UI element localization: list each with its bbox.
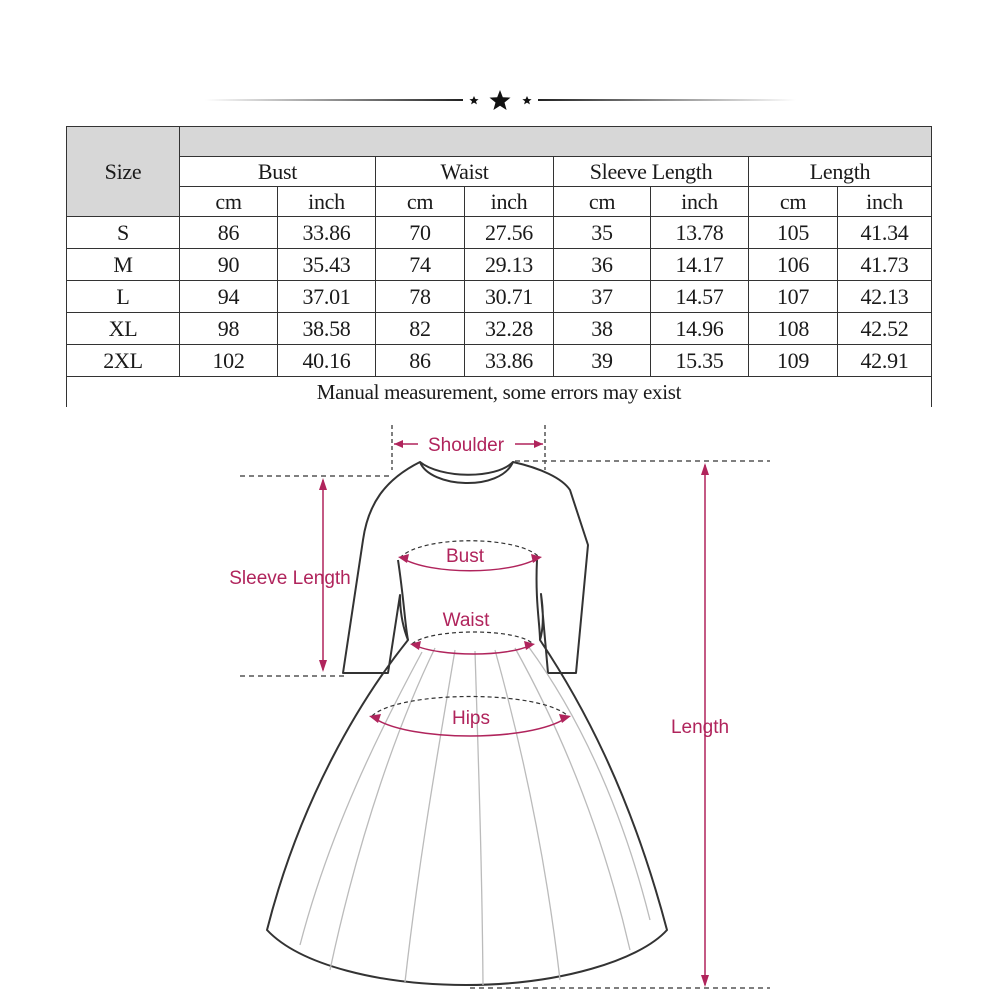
value-cell: 106 xyxy=(749,249,838,281)
header-sleeve-length: Sleeve Length xyxy=(554,157,749,187)
value-cell: 102 xyxy=(180,345,278,377)
armhole-right xyxy=(537,560,540,640)
unit-header: inch xyxy=(278,187,376,217)
arrowhead-right-icon xyxy=(534,440,543,448)
value-cell: 40.16 xyxy=(278,345,376,377)
arrowhead-left-icon xyxy=(410,641,421,650)
value-cell: 98 xyxy=(180,313,278,345)
small-star-icon xyxy=(469,96,478,104)
value-cell: 42.13 xyxy=(838,281,932,313)
small-star-icon xyxy=(522,96,531,104)
value-cell: 35.43 xyxy=(278,249,376,281)
sleeve-length-label: Sleeve Length xyxy=(229,568,351,589)
table-row xyxy=(67,249,932,281)
unit-header: cm xyxy=(554,187,651,217)
header-ornament xyxy=(0,86,1000,116)
size-cell: XL xyxy=(67,313,180,345)
value-cell: 33.86 xyxy=(278,217,376,249)
table-row xyxy=(67,313,932,345)
hips-label: Hips xyxy=(451,708,491,729)
value-cell: 78 xyxy=(376,281,465,313)
value-cell: 38 xyxy=(554,313,651,345)
arrowhead-left-icon xyxy=(398,554,409,563)
unit-header: cm xyxy=(749,187,838,217)
dress-diagram xyxy=(0,415,1000,1000)
table-row xyxy=(67,217,932,249)
value-cell: 14.17 xyxy=(651,249,749,281)
size-cell: L xyxy=(67,281,180,313)
value-cell: 32.28 xyxy=(465,313,554,345)
value-cell: 86 xyxy=(376,345,465,377)
value-cell: 39 xyxy=(554,345,651,377)
value-cell: 108 xyxy=(749,313,838,345)
value-cell: 15.35 xyxy=(651,345,749,377)
value-cell: 38.58 xyxy=(278,313,376,345)
value-cell: 13.78 xyxy=(651,217,749,249)
value-cell: 27.56 xyxy=(465,217,554,249)
header-bust: Bust xyxy=(180,157,376,187)
value-cell: 14.57 xyxy=(651,281,749,313)
size-header: Size xyxy=(67,127,180,217)
value-cell: 105 xyxy=(749,217,838,249)
bust-label: Bust xyxy=(445,546,485,567)
value-cell: 14.96 xyxy=(651,313,749,345)
unit-header: inch xyxy=(838,187,932,217)
waist-arrow xyxy=(414,645,531,654)
shoulder-label: Shoulder xyxy=(427,435,505,456)
value-cell: 37 xyxy=(554,281,651,313)
unit-header: inch xyxy=(465,187,554,217)
value-cell: 35 xyxy=(554,217,651,249)
header-length: Length xyxy=(749,157,932,187)
value-cell: 90 xyxy=(180,249,278,281)
value-cell: 74 xyxy=(376,249,465,281)
value-cell: 36 xyxy=(554,249,651,281)
length-label: Length xyxy=(670,717,730,738)
waist-label: Waist xyxy=(442,610,490,631)
annotations xyxy=(240,425,770,988)
value-cell: 94 xyxy=(180,281,278,313)
value-cell: 70 xyxy=(376,217,465,249)
size-chart-table xyxy=(66,126,932,407)
size-cell: M xyxy=(67,249,180,281)
value-cell: 29.13 xyxy=(465,249,554,281)
left-rule xyxy=(205,99,463,101)
unit-header: cm xyxy=(376,187,465,217)
arrowhead-down-icon xyxy=(701,975,709,987)
waist-dashed-arc xyxy=(412,632,533,644)
star-icon xyxy=(490,90,511,110)
arrowhead-up-icon xyxy=(701,463,709,475)
neckline xyxy=(420,462,513,475)
arrowhead-left-icon xyxy=(394,440,403,448)
header-waist: Waist xyxy=(376,157,554,187)
measurement-note: Manual measurement, some errors may exist xyxy=(67,377,932,408)
size-cell: S xyxy=(67,217,180,249)
arrowhead-up-icon xyxy=(319,478,327,490)
arrowhead-down-icon xyxy=(319,660,327,672)
value-cell: 42.52 xyxy=(838,313,932,345)
value-cell: 33.86 xyxy=(465,345,554,377)
value-cell: 86 xyxy=(180,217,278,249)
value-cell: 41.73 xyxy=(838,249,932,281)
value-cell: 109 xyxy=(749,345,838,377)
value-cell: 30.71 xyxy=(465,281,554,313)
value-cell: 107 xyxy=(749,281,838,313)
size-cell: 2XL xyxy=(67,345,180,377)
table-row xyxy=(67,281,932,313)
header-band xyxy=(180,127,932,157)
unit-header: cm xyxy=(180,187,278,217)
table-row xyxy=(67,345,932,377)
value-cell: 82 xyxy=(376,313,465,345)
value-cell: 41.34 xyxy=(838,217,932,249)
value-cell: 42.91 xyxy=(838,345,932,377)
right-rule xyxy=(538,99,796,101)
value-cell: 37.01 xyxy=(278,281,376,313)
unit-header: inch xyxy=(651,187,749,217)
